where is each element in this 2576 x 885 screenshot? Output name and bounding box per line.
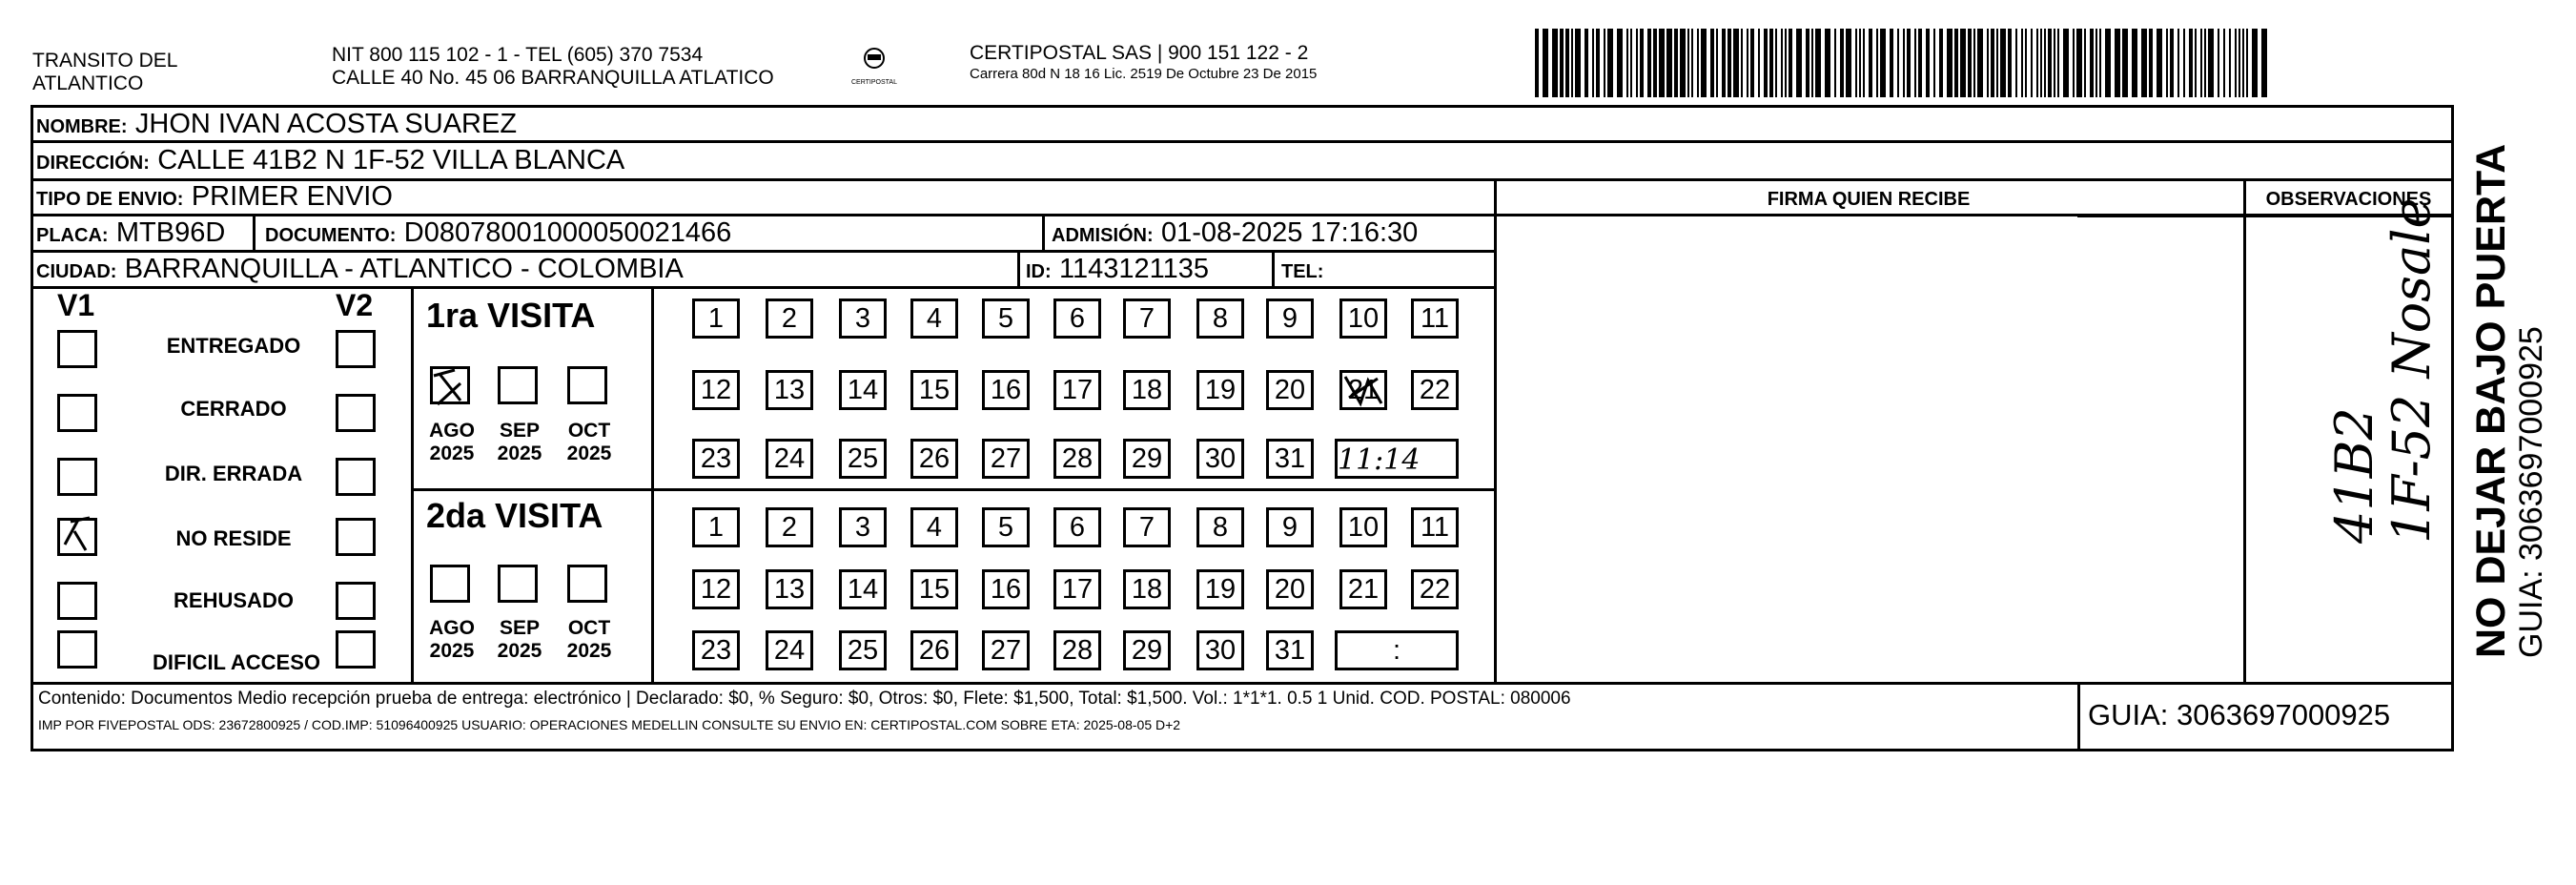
barcode-bar	[2031, 29, 2033, 97]
documento-value: D08078001000050021466	[403, 217, 732, 248]
month-name: SEP	[499, 617, 541, 639]
barcode-bar	[2170, 29, 2174, 97]
second-visit-day[interactable]: 23	[692, 630, 740, 670]
second-visit-month-checkbox[interactable]	[567, 565, 607, 603]
second-visit-day[interactable]: 30	[1196, 630, 1244, 670]
firma-header	[1494, 177, 2243, 218]
first-visit-day[interactable]: 21	[1339, 370, 1387, 410]
second-visit-day[interactable]: 11	[1411, 507, 1459, 547]
second-visit-day[interactable]: 2	[766, 507, 813, 547]
barcode-bar	[1640, 29, 1644, 97]
visit-divider-v	[651, 286, 654, 684]
barcode-bar	[2157, 29, 2162, 97]
v2-checkbox[interactable]	[336, 330, 376, 368]
barcode-bar	[1781, 29, 1783, 97]
footer-guia-divider	[2077, 684, 2080, 751]
barcode-bar	[2096, 29, 2097, 97]
first-visit-day[interactable]: 2	[766, 298, 813, 339]
barcode-bar	[1741, 29, 1743, 97]
second-visit-day[interactable]: 14	[839, 569, 887, 609]
month-name: SEP	[499, 420, 541, 442]
first-visit-day[interactable]: 18	[1123, 370, 1171, 410]
status-option-label: ENTREGADO	[166, 334, 301, 358]
barcode-bar	[1630, 29, 1632, 97]
first-visit-month-checkbox[interactable]	[567, 366, 607, 404]
placa-divider	[253, 214, 256, 252]
barcode-bar	[1565, 29, 1569, 97]
barcode-bar	[1596, 29, 1600, 97]
barcode-bar	[2261, 29, 2267, 97]
barcode-bar	[1840, 29, 1844, 97]
second-visit-day[interactable]: 25	[839, 630, 887, 670]
first-visit-day[interactable]: 20	[1266, 370, 1314, 410]
second-visit-day[interactable]: 8	[1196, 507, 1244, 547]
month-label	[419, 420, 485, 465]
org-name	[32, 50, 177, 95]
barcode-bar	[2076, 29, 2082, 97]
barcode-bar	[1535, 29, 1539, 97]
second-visit-day[interactable]: 15	[910, 569, 958, 609]
second-visit-day[interactable]: 17	[1053, 569, 1101, 609]
barcode-bar	[1758, 29, 1760, 97]
barcode-bar	[2084, 29, 2086, 97]
second-visit-day[interactable]: 31	[1266, 630, 1314, 670]
row-divider	[31, 682, 2454, 685]
barcode-bar	[1846, 29, 1851, 97]
barcode-bar	[1750, 29, 1754, 97]
barcode-bar	[1918, 29, 1922, 97]
barcode-bar	[1815, 29, 1821, 97]
barcode-bar	[1710, 29, 1714, 97]
second-visit-time-box[interactable]: :	[1335, 630, 1459, 670]
first-visit-day[interactable]: 9	[1266, 298, 1314, 339]
second-visit-day[interactable]: 27	[982, 630, 1030, 670]
form-bottom-border	[31, 749, 2454, 751]
barcode-bar	[2008, 29, 2012, 97]
month-year: 2025	[429, 442, 475, 464]
ciudad-label: CIUDAD:	[36, 261, 117, 282]
v2-checkbox[interactable]	[336, 394, 376, 432]
barcode-bar	[1834, 29, 1836, 97]
barcode-bar	[1747, 29, 1748, 97]
placa-value: MTB96D	[115, 217, 226, 248]
barcode-bar	[1869, 29, 1872, 97]
barcode-bar	[2090, 29, 2094, 97]
second-visit-day[interactable]: 19	[1196, 569, 1244, 609]
month-label	[556, 420, 623, 465]
barcode-bar	[2141, 29, 2147, 97]
v1-checkbox[interactable]	[57, 330, 97, 368]
observaciones-label: OBSERVACIONES	[2265, 189, 2432, 210]
barcode-bar	[1592, 29, 1594, 97]
first-visit-day[interactable]: 15	[910, 370, 958, 410]
status-divider	[411, 286, 414, 684]
barcode-bar	[1926, 29, 1930, 97]
barcode-bar	[2063, 29, 2069, 97]
second-visit-day[interactable]: 24	[766, 630, 813, 670]
second-visit-day[interactable]: 3	[839, 507, 887, 547]
v1-checkbox[interactable]	[57, 394, 97, 432]
barcode-bar	[2025, 29, 2027, 97]
barcode-bar	[1876, 29, 1878, 97]
v1-checkbox[interactable]	[57, 458, 97, 496]
second-visit-day[interactable]: 9	[1266, 507, 1314, 547]
v1-checkbox[interactable]	[57, 582, 97, 620]
first-visit-day[interactable]: 1	[692, 298, 740, 339]
tel-label: TEL:	[1281, 261, 1324, 282]
barcode-bar	[2166, 29, 2168, 97]
barcode-bar	[2242, 29, 2244, 97]
barcode-bar	[1604, 29, 1605, 97]
second-visit-day[interactable]: 20	[1266, 569, 1314, 609]
ciudad-value: BARRANQUILLA - ATLANTICO - COLOMBIA	[124, 254, 684, 284]
barcode-bar	[1996, 29, 1998, 97]
first-visit-day[interactable]: 25	[839, 439, 887, 479]
first-visit-time: 11:14	[1338, 443, 1421, 477]
barcode-bar	[1584, 29, 1588, 97]
barcode-bar	[2204, 29, 2206, 97]
svg-text:CERTIPOSTAL: CERTIPOSTAL	[851, 79, 897, 86]
courier-info	[970, 42, 1317, 84]
barcode-bar	[1991, 29, 1994, 97]
barcode-bar	[1626, 29, 1628, 97]
barcode-bar	[1552, 29, 1558, 97]
second-visit-title: 2da VISITA	[426, 496, 603, 535]
admision-label: ADMISIÓN:	[1052, 225, 1154, 246]
second-visit-month-checkbox[interactable]	[498, 565, 538, 603]
barcode-bar	[1806, 29, 1809, 97]
admision-value: 01-08-2025 17:16:30	[1161, 217, 1419, 248]
documento-label: DOCUMENTO:	[265, 225, 397, 246]
second-visit-month-checkbox[interactable]	[430, 565, 470, 603]
first-visit-day[interactable]: 29	[1123, 439, 1171, 479]
barcode-bar	[2115, 29, 2120, 97]
barcode-bar	[1796, 29, 1802, 97]
second-visit-day[interactable]: 10	[1339, 507, 1387, 547]
tipo-label: TIPO DE ENVIO:	[36, 189, 184, 210]
first-visit-day[interactable]: 12	[692, 370, 740, 410]
nombre-row	[36, 105, 517, 146]
observaciones-divider	[2243, 178, 2246, 684]
org-address: CALLE 40 No. 45 06 BARRANQUILLA ATLATICO	[332, 67, 774, 89]
barcode-bar	[1785, 29, 1787, 97]
footer-imp: IMP POR FIVEPOSTAL ODS: 23672800925 / COD.IMP: 51096400925 USUARIO: OPERACIONES MEDELLIN CONSULTE SU ENVIO EN: CERTIPOSTAL.COM SOBRE ETA: 2025-08-05 D+2	[38, 717, 1181, 732]
second-visit-day[interactable]: 6	[1053, 507, 1101, 547]
barcode-bar	[1764, 29, 1768, 97]
month-name: AGO	[429, 617, 475, 639]
second-visit-day[interactable]: 13	[766, 569, 813, 609]
direccion-label: DIRECCIÓN:	[36, 153, 150, 174]
firma-divider	[1494, 178, 1497, 684]
barcode-bar	[2189, 29, 2193, 97]
barcode-bar	[1859, 29, 1861, 97]
ciudad-cell	[36, 250, 684, 291]
barcode-bar	[2105, 29, 2111, 97]
first-visit-day[interactable]: 24	[766, 439, 813, 479]
barcode-bar	[1733, 29, 1739, 97]
barcode-bar	[2054, 29, 2055, 97]
barcode-bar	[2015, 29, 2017, 97]
barcode-bar	[2099, 29, 2101, 97]
barcode-bar	[2036, 29, 2038, 97]
barcode-bar	[2073, 29, 2075, 97]
barcode-bar	[2132, 29, 2137, 97]
v2-checkbox[interactable]	[336, 518, 376, 556]
barcode-bar	[1973, 29, 1975, 97]
footer-contents: Contenido: Documentos Medio recepción prueba de entrega: electrónico | Declarado: $0, % Seguro: $0, Otros: $0, Flete: $1,500, Total: $1,500. Vol.: 1*1*1. 0.5 1 Unid. COD. POSTAL: 080006	[38, 689, 1571, 709]
admision-cell	[1052, 214, 1418, 255]
barcode-bar	[1691, 29, 1693, 97]
tel-divider	[1272, 250, 1275, 288]
barcode-bar	[1933, 29, 1935, 97]
first-visit-day[interactable]: 5	[982, 298, 1030, 339]
barcode-bar	[1575, 29, 1581, 97]
barcode-bar	[2208, 29, 2214, 97]
barcode-bar	[2021, 29, 2023, 97]
barcode-bar	[1960, 29, 1966, 97]
barcode-bar	[1939, 29, 1943, 97]
barcode-bar	[1666, 29, 1672, 97]
org-name-line2: ATLANTICO	[32, 72, 144, 94]
barcode-bar	[1769, 29, 1773, 97]
observation-line2: 1F-52 Nosale	[2382, 197, 2442, 544]
visit-divider	[411, 488, 1496, 491]
first-visit-day[interactable]: 13	[766, 370, 813, 410]
form-right-border	[2451, 105, 2454, 751]
barcode-bar	[1659, 29, 1665, 97]
barcode-bar	[2149, 29, 2153, 97]
barcode-bar	[1947, 29, 1952, 97]
barcode-bar	[1880, 29, 1886, 97]
barcode-bar	[2122, 29, 2128, 97]
second-visit-day[interactable]: 1	[692, 507, 740, 547]
month-year: 2025	[429, 640, 475, 662]
barcode-bar	[1697, 29, 1699, 97]
barcode-bar	[2246, 29, 2248, 97]
certipostal-logo	[851, 42, 897, 88]
barcode-bar	[1701, 29, 1707, 97]
barcode-bar	[1855, 29, 1857, 97]
barcode-bar	[1897, 29, 1899, 97]
first-visit-day[interactable]: 6	[1053, 298, 1101, 339]
second-visit-day[interactable]: 21	[1339, 569, 1387, 609]
second-visit-day[interactable]: 16	[982, 569, 1030, 609]
month-label	[486, 420, 553, 465]
barcode-bar	[2223, 29, 2225, 97]
month-year: 2025	[566, 640, 612, 662]
status-option-label: DIFICIL ACCESO	[153, 650, 321, 674]
barcode-bar	[1653, 29, 1657, 97]
barcode-bar	[1728, 29, 1731, 97]
observation-line1: 41B2	[2324, 407, 2384, 544]
first-visit-day[interactable]: 27	[982, 439, 1030, 479]
v2-checkbox[interactable]	[336, 582, 376, 620]
barcode-bar	[2235, 29, 2237, 97]
barcode-bar	[2044, 29, 2046, 97]
courier-license: Carrera 80d N 18 16 Lic. 2519 De Octubre 23 De 2015	[970, 66, 1318, 82]
first-visit-title: 1ra VISITA	[426, 296, 596, 335]
tel-cell	[1281, 250, 1323, 291]
admision-divider	[1042, 214, 1045, 252]
barcode-bar	[1687, 29, 1689, 97]
barcode-bar	[1636, 29, 1638, 97]
status-option-label: CERRADO	[180, 397, 287, 421]
org-name-line1: TRANSITO DEL	[32, 50, 178, 72]
first-visit-day[interactable]: 11	[1411, 298, 1459, 339]
barcode-bar	[1722, 29, 1726, 97]
barcode-bar	[1987, 29, 1989, 97]
barcode-bar	[1680, 29, 1686, 97]
org-contact	[332, 44, 774, 90]
month-label	[419, 617, 485, 663]
id-value: 1143121135	[1059, 254, 1209, 284]
first-visit-day[interactable]: 28	[1053, 439, 1101, 479]
placa-cell	[36, 214, 225, 255]
second-visit-day[interactable]: 18	[1123, 569, 1171, 609]
documento-cell	[265, 214, 731, 255]
second-visit-day[interactable]: 26	[910, 630, 958, 670]
org-nit: NIT 800 115 102 - 1 - TEL (605) 370 7534	[332, 44, 704, 66]
barcode-bar	[2040, 29, 2042, 97]
id-divider	[1017, 250, 1020, 288]
courier-name: CERTIPOSTAL SAS | 900 151 122 - 2	[970, 42, 1309, 64]
barcode-bar	[1968, 29, 1972, 97]
status-option-label: NO RESIDE	[175, 526, 292, 550]
second-visit-day[interactable]: 4	[910, 507, 958, 547]
barcode-bar	[2200, 29, 2202, 97]
barcode-bar	[1560, 29, 1564, 97]
first-visit-day[interactable]: 3	[839, 298, 887, 339]
form-left-border	[31, 105, 33, 751]
status-option-label: DIR. ERRADA	[164, 462, 303, 485]
barcode-bar	[2218, 29, 2219, 97]
direccion-value: CALLE 41B2 N 1F-52 VILLA BLANCA	[157, 145, 625, 175]
barcode-bar	[1811, 29, 1813, 97]
barcode-bar	[1977, 29, 1983, 97]
second-visit-day[interactable]: 28	[1053, 630, 1101, 670]
second-visit-day[interactable]: 5	[982, 507, 1030, 547]
v1-checkbox[interactable]	[57, 630, 97, 669]
barcode-bar	[1789, 29, 1792, 97]
barcode-bar	[2000, 29, 2006, 97]
barcode-bar	[1607, 29, 1613, 97]
barcode-bar	[1571, 29, 1573, 97]
month-year: 2025	[497, 640, 542, 662]
placa-label: PLACA:	[36, 225, 109, 246]
first-visit-day[interactable]: 4	[910, 298, 958, 339]
barcode-bar	[1617, 29, 1623, 97]
v1-checkmark	[57, 512, 101, 556]
first-visit-day[interactable]: 31	[1266, 439, 1314, 479]
month-label	[486, 617, 553, 663]
barcode-bar	[1903, 29, 1905, 97]
month-year: 2025	[566, 442, 612, 464]
direccion-row	[36, 141, 624, 182]
barcode-bar	[2183, 29, 2185, 97]
barcode	[1535, 29, 2274, 97]
second-visit-day[interactable]: 7	[1123, 507, 1171, 547]
barcode-bar	[2048, 29, 2052, 97]
month-year: 2025	[497, 442, 542, 464]
first-visit-day[interactable]: 8	[1196, 298, 1244, 339]
barcode-bar	[1647, 29, 1651, 97]
first-visit-day[interactable]: 30	[1196, 439, 1244, 479]
barcode-bar	[2252, 29, 2258, 97]
first-visit-month-checkbox[interactable]	[498, 366, 538, 404]
footer-guia: GUIA: 3063697000925	[2088, 698, 2391, 731]
id-label: ID:	[1026, 261, 1052, 282]
first-visit-day[interactable]: 17	[1053, 370, 1101, 410]
month-name: OCT	[567, 617, 611, 639]
tipo-value: PRIMER ENVIO	[191, 181, 393, 212]
nombre-label: NOMBRE:	[36, 116, 128, 137]
barcode-bar	[1716, 29, 1718, 97]
barcode-bar	[1914, 29, 1916, 97]
barcode-bar	[1890, 29, 1893, 97]
barcode-bar	[1825, 29, 1830, 97]
first-visit-day[interactable]: 23	[692, 439, 740, 479]
id-cell	[1026, 250, 1209, 291]
barcode-bar	[2057, 29, 2059, 97]
month-name: OCT	[567, 420, 611, 442]
barcode-bar	[1863, 29, 1865, 97]
first-visit-day[interactable]: 16	[982, 370, 1030, 410]
barcode-bar	[1674, 29, 1678, 97]
first-visit-day[interactable]: 26	[910, 439, 958, 479]
barcode-bar	[1954, 29, 1958, 97]
first-visit-day[interactable]: 19	[1196, 370, 1244, 410]
second-visit-day[interactable]: 29	[1123, 630, 1171, 670]
barcode-bar	[2195, 29, 2197, 97]
v2-checkbox[interactable]	[336, 630, 376, 669]
first-visit-day[interactable]: 10	[1339, 298, 1387, 339]
v2-header: V2	[336, 288, 374, 322]
first-day-checkmark	[1339, 369, 1387, 409]
first-visit-day[interactable]: 14	[839, 370, 887, 410]
barcode-bar	[2239, 29, 2240, 97]
barcode-bar	[1543, 29, 1548, 97]
firma-label: FIRMA QUIEN RECIBE	[1767, 189, 1971, 210]
status-option-label: REHUSADO	[174, 588, 294, 612]
first-month-checkmark	[426, 364, 474, 408]
month-name: AGO	[429, 420, 475, 442]
month-label	[556, 617, 623, 663]
first-visit-day[interactable]: 7	[1123, 298, 1171, 339]
barcode-bar	[1775, 29, 1777, 97]
first-visit-day[interactable]: 22	[1411, 370, 1459, 410]
barcode-bar	[2177, 29, 2179, 97]
v2-checkbox[interactable]	[336, 458, 376, 496]
nombre-value: JHON IVAN ACOSTA SUAREZ	[134, 109, 518, 139]
second-visit-day[interactable]: 22	[1411, 569, 1459, 609]
barcode-bar	[2229, 29, 2231, 97]
barcode-bar	[1907, 29, 1911, 97]
v1-header: V1	[57, 288, 95, 322]
tipo-row	[36, 177, 393, 218]
second-visit-day[interactable]: 12	[692, 569, 740, 609]
